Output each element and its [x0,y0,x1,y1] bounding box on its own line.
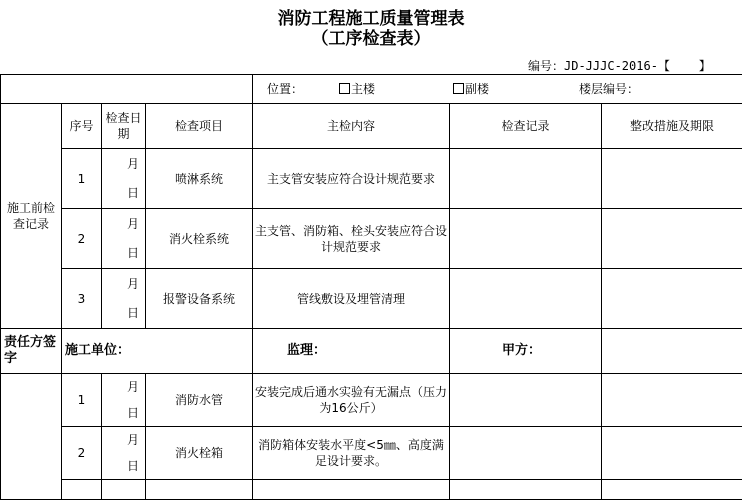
row-content: 主支管安装应符合设计规范要求 [253,149,450,209]
form-subtitle: （工序检查表） [0,29,742,49]
header-row [1,104,742,149]
row-day: 日 [102,299,145,328]
table-row [1,149,742,209]
row-fix-cell[interactable] [602,427,742,480]
row-month: 月 [102,150,145,179]
row-date [102,269,146,329]
row-record-cell[interactable] [450,480,602,500]
row-content: 管线敷设及埋管清理 [253,269,450,329]
table-row [1,374,742,427]
row-item: 消防水管 [146,374,253,427]
table-row [1,209,742,269]
row-record-cell[interactable] [450,209,602,269]
supervisor-signature-label: 监理： [253,329,450,374]
row-content: 主支管、消防箱、栓头安装应符合设计规范要求 [253,209,450,269]
form-code: 编号：JD-JJJC-2016-【 】 [528,57,711,74]
signature-label: 责任方签字 [1,329,62,374]
row-content [253,480,450,500]
builder-signature-label: 施工单位： [62,329,253,374]
header-fix: 整改措施及期限 [602,104,742,149]
row-item [146,480,253,500]
section2-label-cell [1,374,62,500]
row-seq: 2 [62,427,102,480]
row-record-cell[interactable] [450,149,602,209]
row-month: 月 [102,374,145,400]
location-cell [253,75,742,104]
row-record-cell[interactable] [450,374,602,427]
row-record-cell[interactable] [450,427,602,480]
sub-building-label: 副楼 [465,82,489,96]
row-date [102,149,146,209]
row-fix-cell[interactable] [602,269,742,329]
row-month: 月 [102,210,145,239]
table-row [1,480,742,500]
floor-number-label: 楼层编号： [579,82,639,96]
section1-label: 施工前检查记录 [3,200,59,232]
row-date [102,374,146,427]
header-date: 检查日期 [102,104,146,149]
row-date [102,209,146,269]
owner-signature-label: 甲方： [450,329,602,374]
form-title: 消防工程施工质量管理表 [0,9,742,29]
row-day: 日 [102,239,145,268]
location-blank-cell [1,75,253,104]
row-content: 安装完成后通水实验有无漏点（压力为16公斤） [253,374,450,427]
row-item: 喷淋系统 [146,149,253,209]
location-label: 位置： [267,82,303,96]
row-item: 消火栓箱 [146,427,253,480]
row-fix-cell[interactable] [602,149,742,209]
row-month: 月 [102,427,145,453]
row-fix-cell[interactable] [602,480,742,500]
signature-row [1,329,742,374]
row-item: 报警设备系统 [146,269,253,329]
row-month: 月 [102,270,145,299]
table-row [1,269,742,329]
sub-building-checkbox[interactable] [453,83,464,94]
location-row [1,75,742,104]
header-record: 检查记录 [450,104,602,149]
row-seq: 3 [62,269,102,329]
main-building-label: 主楼 [351,82,375,96]
row-item: 消火栓系统 [146,209,253,269]
section1-label-cell [1,104,62,329]
header-content: 主检内容 [253,104,450,149]
row-day: 日 [102,179,145,208]
row-fix-cell[interactable] [602,209,742,269]
owner-signature-cell[interactable] [602,329,742,374]
row-seq: 1 [62,149,102,209]
row-content: 消防箱体安装水平度<5㎜、高度满足设计要求。 [253,427,450,480]
row-seq: 1 [62,374,102,427]
row-day: 日 [102,400,145,426]
row-date [102,427,146,480]
row-seq: 2 [62,209,102,269]
row-date [102,480,146,500]
header-item: 检查项目 [146,104,253,149]
row-fix-cell[interactable] [602,374,742,427]
row-record-cell[interactable] [450,269,602,329]
main-building-checkbox[interactable] [339,83,350,94]
table-row [1,427,742,480]
row-seq [62,480,102,500]
row-day: 日 [102,453,145,479]
inspection-table [0,74,742,500]
header-seq: 序号 [62,104,102,149]
